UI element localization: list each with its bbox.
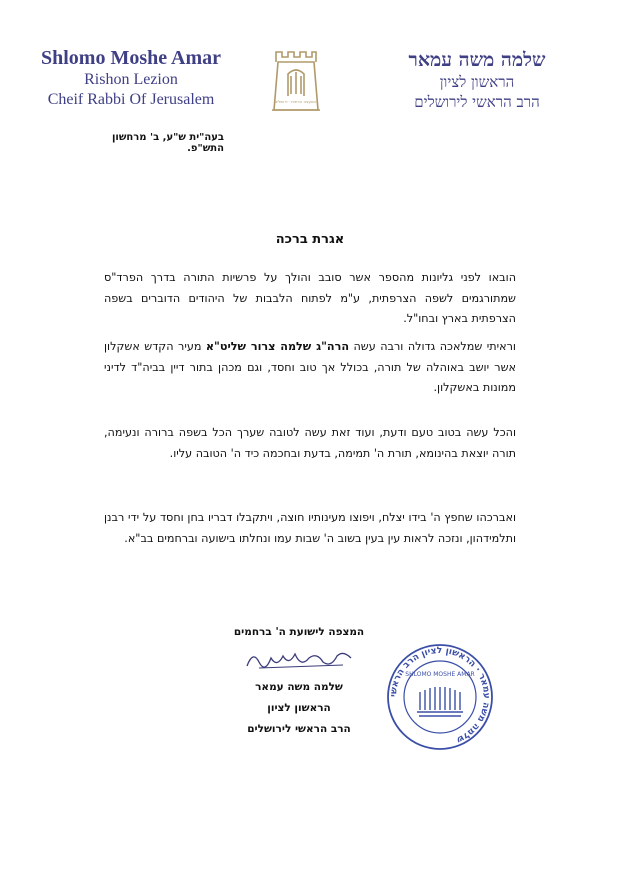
paragraph-4: ואברכהו שחפץ ה' בידו יצלח, ויפוצו מעינותיו חוצה, ויתקבלו דבריו בחן וחסד על ידי רבנן ותלמידהון, ונזכה לראות עין בעין בשוב ה' שבות עמו ונחלתו בישועה וברחמים בב"א.: [104, 511, 516, 545]
tower-emblem-logo: [266, 40, 326, 116]
signer-title1: הראשון לציון: [267, 702, 331, 714]
signer-name: שלמה משה עמאר: [255, 681, 343, 693]
header-english-title2: Cheif Rabbi Of Jerusalem: [47, 91, 215, 108]
stamp-inner-text: SHLOMO MOSHE AMAR: [405, 671, 475, 678]
official-stamp: [385, 642, 495, 752]
paragraph-2: [104, 337, 516, 399]
signer-title2: הרב הראשי לירושלים: [247, 723, 351, 735]
header-hebrew-title1: הראשון לציון: [439, 73, 515, 91]
signature-block: [214, 626, 384, 740]
header-english-title1: Rishon Lezion: [84, 71, 178, 88]
header-hebrew-title2: הרב הראשי לירושלים: [414, 93, 540, 111]
paragraph-2-part2: מעיר הקדש אשקלון אשר יושב באוהלה של תורה, בכולל אך טוב וחסד, וגם מכהן בתור דיין בביה"ד לדיני ממונות באשקלון.: [104, 340, 516, 394]
paragraph-3: והכל עשה בטוב טעם ודעת, ועוד זאת עשה לטובה שערך הכל בשפה ברורה ונעימה, תורה יוצאת בהינומא, תורת ה' תמימה, בדעת ובחכמה כיד ה' הטובה עליו.: [104, 426, 516, 460]
header-english: [26, 46, 236, 110]
handwritten-signature: [239, 644, 359, 674]
header-hebrew: [362, 48, 592, 112]
letter-date: בעה"ית ש"ע, ב' מרחשון התש"פ.: [111, 132, 224, 154]
paragraph-2-rabbi-name: הרה"ג שלמה צרור שליט"א: [205, 340, 350, 353]
header-english-name: Shlomo Moshe Amar: [41, 47, 221, 69]
paragraph-2-part1: וראיתי שמלאכה גדולה ורבה עשה: [349, 340, 516, 353]
letter-title: אגרת ברכה: [275, 232, 345, 247]
stamp-outer-text: שלמה משה עמאר · הראשון לציון הרב הראשי: [388, 645, 492, 745]
closing-line: המצפה לישועת ה' ברחמים: [233, 626, 365, 638]
paragraph-1: הובאו לפני גליונות מהספר אשר סובב והולך על פרשיות התורה בדרך הפרד"ס שמתורגמים לשפה הצרפתית, ע"מ לפתוח הלבבות של היהודים הדוברים בשפה הצרפתית בארץ ובחו"ל.: [104, 271, 516, 325]
header-hebrew-name: שלמה משה עמאר: [408, 49, 546, 71]
emblem-text: המועצה הדתית · ירושלים: [274, 99, 318, 104]
